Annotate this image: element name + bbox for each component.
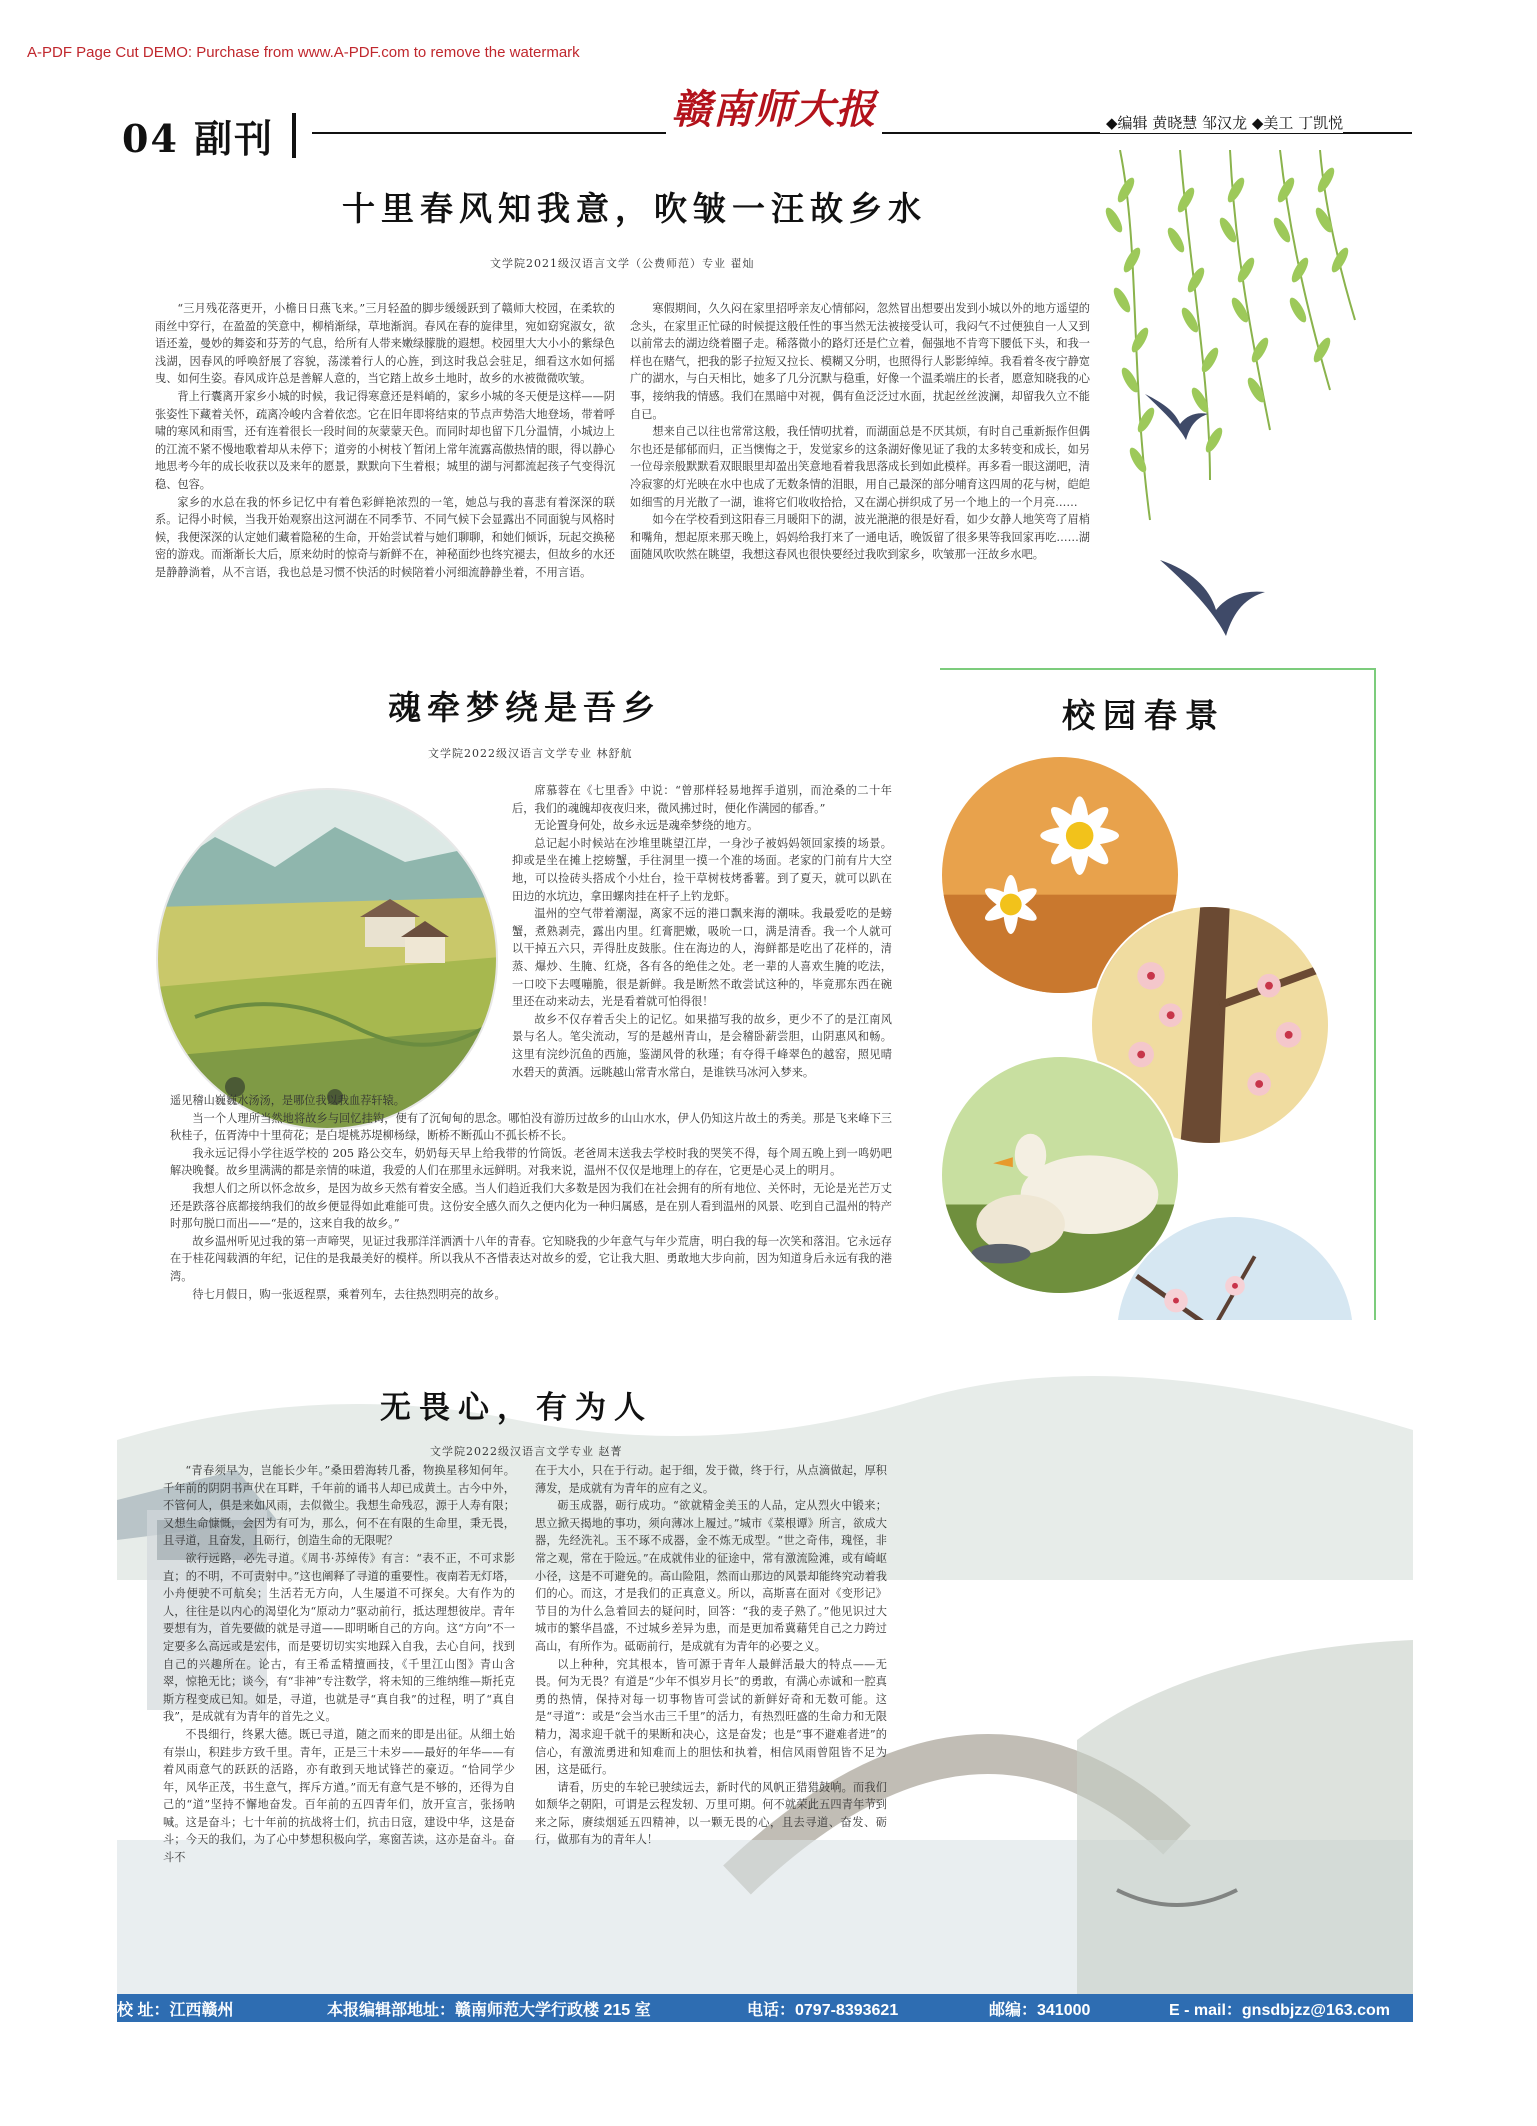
article2-wrap-column <box>512 782 892 1081</box>
article2-paragraph: 我永远记得小学往返学校的 205 路公交车，奶奶每天早上给我带的竹筒饭。老爸周末送我去学校时我的哭笑不得，每个周五晚上到一鸣奶吧解决晚餐。故乡里满满的都是亲情的味道，我爱的人们在那里永远鲜明。对我来说，温州不仅仅是地理上的存在，它更是心灵上的明月。 <box>170 1146 892 1178</box>
article1-right-paragraph: 如今在学校看到这阳春三月暖阳下的湖，波光滟滟的很是好看，如少女静人地笑弯了眉梢和嘴角，想起原来那天晚上，妈妈给我打来了一通电话，晚饭留了很多果等我回家再吃……湖面随风吹吹然在眺望，我想这春风也很快要经过我吹到家乡，吹皱那一汪故乡水吧。 <box>630 513 1090 562</box>
page-label: 04 副刊 <box>122 116 275 161</box>
article1-left-paragraph: 背上行囊离开家乡小城的时候，我记得寒意还是料峭的，家乡小城的冬天便是这样——阴张姿性下藏着关怀，疏离冷峻内含着依恋。它在旧年即将结束的节点声势浩大地登场，带着呼啸的寒风和雨雪，还有连着很长一段时间的灰蒙蒙天色。而同时却也留下几分温情，小城边上的江流不紧不慢地歌着却从未停下；道旁的小树枝丫暂闭上常年流露高傲热情的眼，得以静心地思考今年的成长收获以及来年的愿景，默默向下生着根；城里的湖与河都流起孩子气变得沉稳、包容。 <box>155 389 615 491</box>
hometown-landscape-illustration <box>155 787 500 1132</box>
article2-paragraph: 当一个人理所当然地将故乡与回忆挂钩，便有了沉甸甸的思念。哪怕没有游历过故乡的山山水水，伊人仍知这片故土的秀美。那是飞来峰下三秋桂子，伍胥涛中十里荷花；是白堤桃苏堤柳杨绿，断桥不断孤山不孤长桥不长。 <box>170 1111 892 1143</box>
article3-left-paragraph: 不畏细行，终累大德。既已寻道，随之而来的即是出征。从细土始有崇山，积跬步方致千里。青年，正是三十未岁——最好的年华——有着风雨意气的跃跃的活路，亦有敢到天地试锋芒的豪迈。“恰同学少年，风华正茂，书生意气，挥斥方遒。”而无有意气是不够的，还得为自己的“道”坚持不懈地奋发。百年前的五四青年们，放开宣言，张扬呐喊。这是奋斗；七十年前的抗战将士们，抗击日寇，建设中华，这是奋斗；今天的我们，为了心中梦想积极向学，寒窗苦读，这亦是奋斗。奋斗不 <box>163 1727 515 1865</box>
article2-paragraph: 故乡温州听见过我的第一声啼哭，见证过我那洋洋洒洒十八年的青春。它知晓我的少年意气与年少荒唐，明白我的每一次笑和落泪。它永远存在于桂花闯载酒的年纪，记住的是我最美好的模样。所以我从不吝惜表达对故乡的爱，它让我大胆、勇敢地大步向前，因为知道身后永远有我的港湾。 <box>170 1234 892 1283</box>
header-divider-bar <box>292 113 296 158</box>
article2-byline: 文学院2022级汉语言文学专业 林舒航 <box>428 747 633 760</box>
pdf-watermark-text: A-PDF Page Cut DEMO: Purchase from www.A-PDF.com to remove the watermark <box>27 44 580 61</box>
article3-right-paragraph: 请看，历史的车轮已驶续远去，新时代的风帆正猎猎鼓响。而我们如颓华之朝阳，可谓是云程发轫、万里可期。何不就荣此五四青年节到来之际，赓续烟延五四精神，以一颗无畏的心，且去寻道、奋发、砺行，做那有为的青年人！ <box>535 1780 887 1847</box>
footer-phone: 电话：0797-8393621 <box>747 2001 899 2019</box>
article3-left-column <box>163 1462 515 1867</box>
article2-full-column <box>170 1092 892 1303</box>
article2-paragraph: 故乡不仅存着舌尖上的记忆。如果描写我的故乡，更少不了的是江南风景与名人。笔尖流动，写的是越州青山，是会稽卧薪尝胆，山阴惠风和畅。这里有浣纱沉鱼的西施，鉴湖风骨的秋瑾；有夺得千峰翠色的越窑，照见晴水碧天的黄酒。远眺越山常青水常白，是谁铁马冰河入梦来。 <box>512 1012 892 1079</box>
article3-right-column <box>535 1462 887 1849</box>
article3-title: 无畏心，有为人 <box>380 1390 653 1426</box>
footer-office: 本报编辑部地址：赣南师范大学行政楼 215 室 <box>327 2001 651 2019</box>
article1-left-paragraph: “三月残花落更开，小檐日日燕飞来。”三月轻盈的脚步缓缓跃到了赣师大校园，在柔软的雨丝中穿行，在盈盈的笑意中，柳梢渐绿，草地渐润。春风在春的旋律里，宛如窈窕淑女，欲语还羞，曼妙的舞姿和芬芳的气息，给所有人带来嫩绿朦胧的遐想。校园里大大小小的紫绿色浅湖，因春风的呼唤舒展了容貌，荡漾着行人的心旌，到这时我总会驻足，细看这水如何摇曳、如何生姿。春风成许总是善解人意的，当它踏上故乡土地时，故乡的水被微微吹皱。 <box>155 302 615 386</box>
article2-paragraph: 总记起小时候站在沙堆里眺望江岸，一身沙子被妈妈领回家揍的场景。抑或是坐在摊上挖螃蟹，手往洞里一摸一个准的场面。老家的门前有片大空地，可以捡砖头搭成个小灶台，捡干草树枝烤番薯。到了夏天，就可以趴在田边的水坑边，拿田螺肉挂在杆子上钓龙虾。 <box>512 836 892 903</box>
article1-right-paragraph: 想来自己以往也常常这般，我任情叨扰着，而湖面总是不厌其烦，有时自己重新振作但偶尔也还是郁郁而归，正当懊悔之于，发觉家乡的这条湖好像见证了我的太多转变和成长，如另一位母亲般默默看双眼眼里却盈出笑意地看着我思落成长到如此模样。再多看一眼这湖吧，清冷寂寥的灯光映在水中也成了无数条情的泪眼，用自己最深的部分哺育这四周的花与树，皑皑如细雪的月光散了一湖，谁将它们收收拾拾，又在湖心拼织成了另一个地上的一个月亮…… <box>630 425 1090 509</box>
article1-right-paragraph: 寒假期间，久久闷在家里招呼亲友心情郁闷，忽然冒出想要出发到小城以外的地方遥望的念头，在家里正忙碌的时候提这般任性的事当然无法被接受认可，我闷气不过便独自一人又到以前常去的湖边绕着圈子走。稀落微小的路灯还是伫立着，倔强地不肯弯下腰低下头，和我一样也在赌气，把我的影子拉短又拉长、模糊又分明，也照得行人影影绰绰。我看着冬夜宁静宽广的湖水，与白天相比，她多了几分沉默与稳重，好像一个温柔端庄的长者，愿意知晓我的心事，接纳我的情感。我们在黑暗中对视，偶有鱼泛泛过水面，扰起丝丝波澜，却留我久立不能自已。 <box>630 302 1090 421</box>
footer-zip: 邮编：341000 <box>989 2001 1091 2019</box>
article2-title: 魂牵梦绕是吾乡 <box>388 688 661 727</box>
footer-email: E - mail：gnsdbjzz@163.com <box>1169 2001 1390 2019</box>
footer-campus: 校 址：江西赣州 <box>117 2001 234 2019</box>
editor-credits: ◆编辑 黄晓慧 邹汉龙 ◆美工 丁凯悦 <box>1100 112 1343 133</box>
article2-paragraph: 我想人们之所以怀念故乡，是因为故乡天然有着安全感。当人们趋近我们大多数是因为我们在社会拥有的所有地位、关怀时，无论是光芒万丈还是跌落谷底都接纳我们的故乡便显得如此难能可贵。这份安全感久而久之便内化为一种归属感，是在别人看到温州的风景、吃到自己温州的特产时那句脱口而出——“是的，这来自我的故乡。” <box>170 1181 892 1231</box>
article1-right-column <box>630 300 1090 564</box>
article2-paragraph: 待七月假日，购一张返程票，乘着列车，去往热烈明亮的故乡。 <box>192 1287 506 1301</box>
article3-right-paragraph: 在于大小，只在于行动。起于细，发于微，终于行，从点滴做起，厚积薄发，是成就有为青年的应有之义。 <box>535 1464 887 1495</box>
swallow-icon <box>1140 384 1210 444</box>
article2-paragraph: 席慕蓉在《七里香》中说：“曾那样轻易地挥手道别，而沧桑的二十年后，我们的魂魄却夜夜归来，微风拂过时，便化作满园的郁香。” <box>512 784 892 815</box>
article3-left-paragraph: “青春须早为，岂能长少年。”桑田碧海转几番，物换星移知何年。千年前的阴阴书声伏在耳畔，千年前的诵书人却已成黄土。古今中外，不管何人，俱是来如风雨，去似微尘。我想生命残忍，源于人寿有限；又想生命慷慨，会因为有可为，那么，何不在有限的生命里，秉无畏，且寻道，且奋发，且砺行，创造生命的无限呢？ <box>163 1464 515 1548</box>
article2-paragraph: 遥见稽山巍巍水汤汤，是哪位我以我血荐轩辕。 <box>170 1094 405 1107</box>
masthead-logo <box>666 78 882 134</box>
article2-paragraph: 无论置身何处，故乡永远是魂牵梦绕的地方。 <box>534 819 759 833</box>
campus-spring-title: 校园春景 <box>1052 690 1236 737</box>
article1-title: 十里春风知我意，吹皱一汪故乡水 <box>342 189 927 228</box>
willow-illustration <box>1060 150 1360 530</box>
article3-right-paragraph: 砺玉成器，砺行成功。“欲就精金美玉的人品，定从烈火中锻来；思立掀天揭地的事功，须向薄冰上履过。”城市《菜根谭》所言，欲成大器，先经洗礼。玉不琢不成器，金不炼无成型。“世之奇伟，瑰怪，非常之观，常在于险远。”在成就伟业的征途中，常有激流险滩，或有崎岖小径，这是不可避免的。高山险阻，然而山那边的风景却能终究动着我们的心。而这，才是我们的正真意义。所以，高斯喜在面对《变形记》节目的为什么急着回去的疑问时，回答：“我的麦子熟了。”他见识过大城市的繁华昌盛，不过城乡差异为患，而是更加希冀藉凭自己之力跨过高山，有所作为。砥砺前行，是成就有为青年的必要之义。 <box>535 1499 887 1653</box>
article1-left-column <box>155 300 615 582</box>
masthead-text: 赣南师大报 <box>671 85 877 133</box>
footer-bar <box>117 1994 1413 2022</box>
swallow-icon-large <box>1150 540 1270 640</box>
article2-paragraph: 温州的空气带着潮湿，离家不远的港口飘来海的潮味。我最爱吃的是螃蟹，煮熟剥壳，露出内里。红膏肥嫩，吸吮一口，满是清香。我一个人就可以干掉五六只，弄得肚皮鼓胀。住在海边的人，海鲜都是吃出了花样的，清蒸、爆炒、生腌、红烧，各有各的绝佳之处。老一辈的人喜欢生腌的吃法，一口咬下去嘎嘣脆，很是新鲜。我是断然不敢尝试这种的，毕竟那东西在碗里还在动来动去，光是看着就可怕得很！ <box>512 907 892 1009</box>
article3-left-paragraph: 欲行远路，必先寻道。《周书·苏绰传》有言：“表不正，不可求影直；的不明，不可责射中。”这也阐释了寻道的重要性。夜南若无灯塔，小舟便驶不可航矣；生活若无方向，人生屡道不可探矣。大有作为的人，往往是以内心的渴望化为“原动力”驱动前行，抵达理想彼岸。青年要想有为，首先要做的就是寻道——即明晰自己的方向。这“方向”不一定要多么高远或是宏伟，而是要切切实实地踩入自我，去心自问，找到自己的兴趣所在。论古，有王希孟精擅画技，《千里江山图》青山含翠，惊艳无比；谈今，有“非神”专注数学，将未知的三维纳维—斯托克斯方程变成已知。如是，寻道，也就是寻“真自我”的过程，明了“真自我”，是成就有为青年的首先之义。 <box>163 1551 515 1724</box>
article1-left-paragraph: 家乡的水总在我的怀乡记忆中有着色彩鲜艳浓烈的一笔，她总与我的喜悲有着深深的联系。记得小时候，当我开始观察出这河湖在不同季节、不同气候下会显露出不同面貌与风格时候，我便深深的认定她们藏着隐秘的生命，开始尝试着与她们聊聊，和她们倾诉，玩起交换秘密的游戏。而渐渐长大后，原来幼时的惊奇与新鲜不在，神秘面纱也终究褪去，但故乡的水还是静静淌着，从不言语，我也总是习惯不快活的时候陪着小河细流静静坐着，不用言语。 <box>155 495 615 579</box>
article3-right-paragraph: 以上种种，究其根本，皆可源于青年人最鲜活最大的特点——无畏。何为无畏？有道是“少年不惧岁月长”的勇敢，有满心赤诚和一腔真勇的热情，保持对每一切事物皆可尝试的新鲜好奇和无数可能。这是“寻道”：或是“会当水击三千里”的活力，有热烈旺盛的生命力和无限精力，渴求迎千就千的果断和决心，这是奋发；也是“事不避难者进”的信心，有激流勇进和知难而上的胆怯和执着，相信风雨曾阻皆不足为困，这是砥行。 <box>535 1657 887 1777</box>
article1-byline: 文学院2021级汉语言文学（公费师范）专业 翟灿 <box>490 257 755 270</box>
article3-byline: 文学院2022级汉语言文学专业 赵菁 <box>430 1445 623 1458</box>
